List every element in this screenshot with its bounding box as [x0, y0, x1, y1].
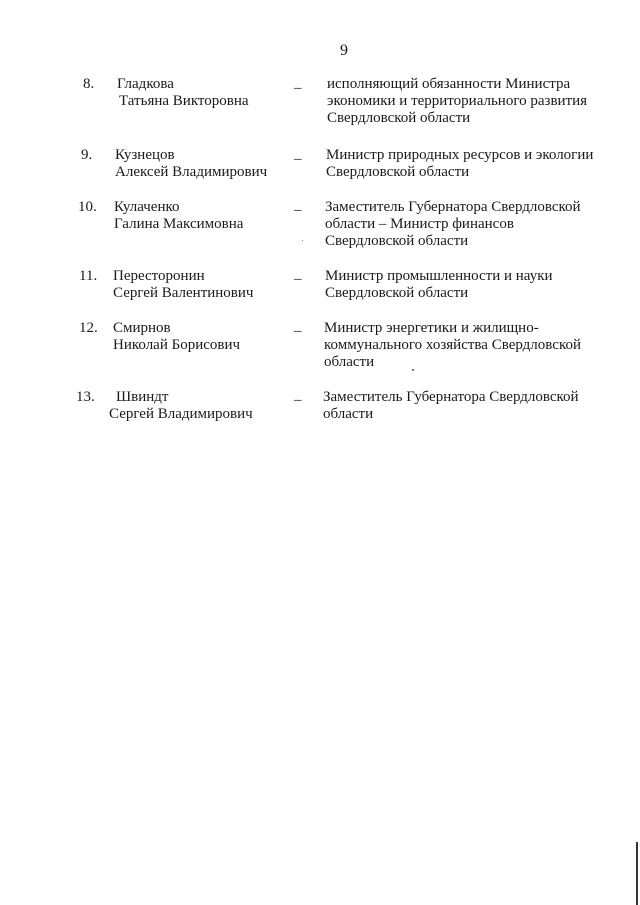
position-line: экономики и территориального развития [327, 93, 588, 109]
position-line: Свердловской области [325, 233, 469, 249]
entry-number: 9. [81, 147, 93, 163]
position-line: Министр промышленности и науки [325, 268, 553, 284]
position-line: Свердловской области [326, 164, 470, 180]
entry-number: 11. [79, 268, 98, 284]
entry-number: 12. [79, 320, 98, 336]
person-name [113, 320, 283, 354]
person-name [113, 268, 283, 302]
position-line: Министр энергетики и жилищно- [324, 320, 539, 336]
person-name [115, 76, 285, 110]
position-line: области [323, 406, 374, 422]
entry-number: 13. [76, 389, 95, 405]
surname: Гладкова [117, 76, 174, 92]
position-title [325, 268, 625, 302]
page-number: 9 [340, 42, 348, 59]
position-line: исполняющий обязанности Министра [327, 76, 571, 92]
position-title [323, 389, 623, 423]
given-names: Сергей Валентинович [113, 285, 254, 301]
scan-speck [302, 240, 303, 241]
person-name [109, 389, 283, 423]
position-line: Заместитель Губернатора Свердловской [325, 199, 581, 215]
surname: Кулаченко [114, 199, 180, 215]
separator-dash: – [294, 151, 302, 167]
given-names: Галина Максимовна [114, 216, 244, 232]
scan-speck [412, 369, 414, 371]
surname: Кузнецов [115, 147, 175, 163]
given-names: Николай Борисович [113, 337, 241, 353]
position-line: области [324, 354, 375, 370]
surname: Швиндт [116, 389, 169, 405]
position-line: коммунального хозяйства Свердловской [324, 337, 581, 353]
position-line: Свердловской области [327, 110, 471, 126]
person-name [115, 147, 285, 181]
scan-edge-mark [636, 842, 638, 905]
given-names: Алексей Владимирович [115, 164, 268, 180]
position-line: Свердловской области [325, 285, 469, 301]
separator-dash: – [294, 80, 302, 96]
surname: Пересторонин [113, 268, 205, 284]
separator-dash: – [294, 271, 302, 287]
position-title [327, 76, 627, 127]
position-line: Министр природных ресурсов и экологии [326, 147, 594, 163]
separator-dash: – [294, 202, 302, 218]
given-names: Сергей Владимирович [109, 406, 253, 422]
given-names: Татьяна Викторовна [119, 93, 249, 109]
entry-number: 10. [78, 199, 97, 215]
position-title [325, 199, 625, 250]
position-title [324, 320, 624, 371]
surname: Смирнов [113, 320, 171, 336]
separator-dash: – [294, 323, 302, 339]
person-name [114, 199, 284, 233]
entry-number: 8. [83, 76, 95, 92]
position-line: Заместитель Губернатора Свердловской [323, 389, 579, 405]
position-title [326, 147, 626, 181]
separator-dash: – [294, 392, 302, 408]
position-line: области – Министр финансов [325, 216, 514, 232]
